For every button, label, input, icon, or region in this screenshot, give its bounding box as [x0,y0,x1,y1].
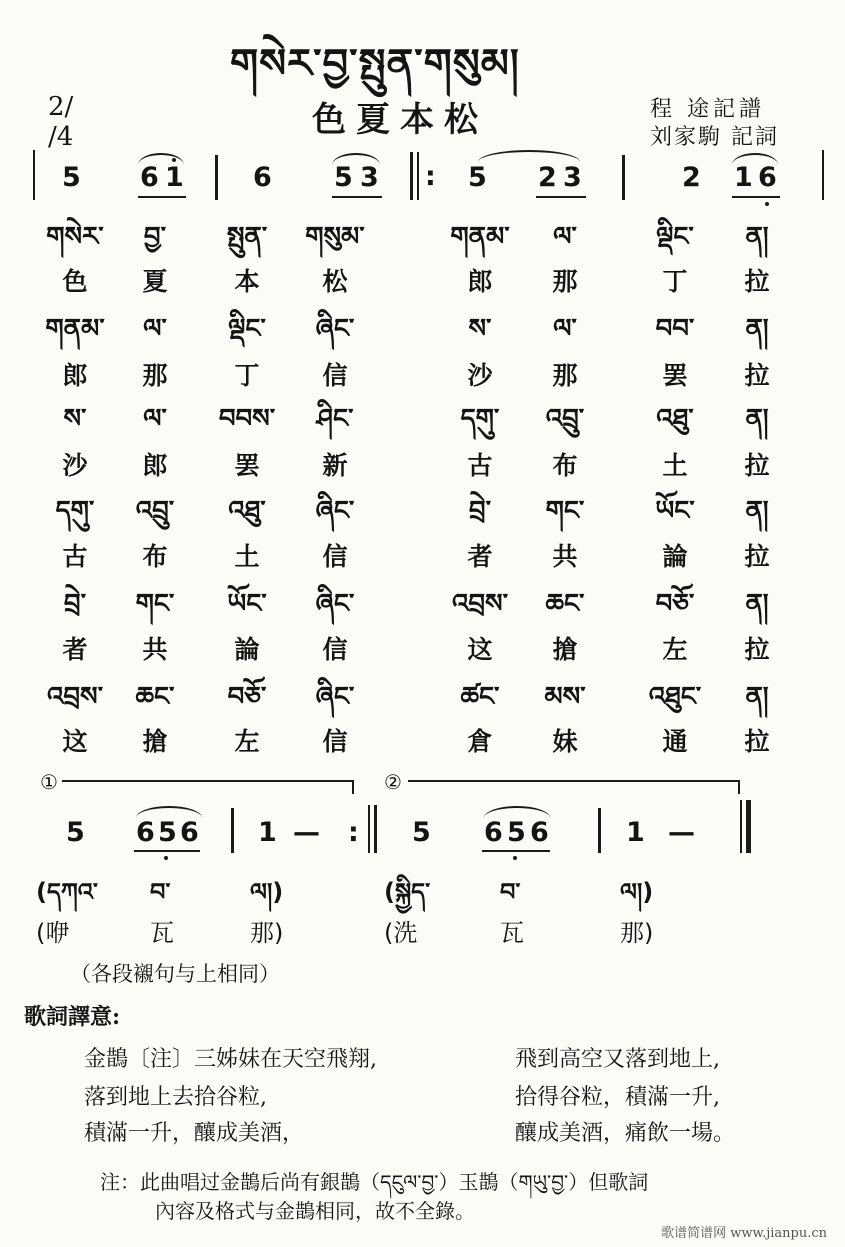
second-ending-bracket [408,780,740,794]
final-bar-line [740,800,742,853]
tibetan-syllable: འཐུ་ [656,404,694,434]
chinese-syllable: 拉 [744,727,770,756]
chinese-syllable: 布 [142,542,168,571]
chinese-syllable: 古 [467,451,493,480]
tibetan-syllable: འབྲས་ [451,589,509,619]
bar-line [622,155,625,200]
tibetan-syllable: བཅོ་ [655,589,695,619]
chinese-syllable: 那 [142,361,168,390]
chinese-syllable: 土 [234,542,260,571]
tibetan-syllable: ཡོང་ [227,589,267,619]
note: 1 [626,817,645,848]
tibetan-syllable: ཞིང་ [315,314,355,344]
tibetan-syllable: མས་ [544,682,586,712]
ending-tibetan-word: ལ།) [250,878,284,906]
footnote-line: 內容及格式与金鵲相同，故不全錄。 [155,1199,475,1223]
song-title: 色夏本松 [312,100,488,140]
note: 6 [136,817,155,848]
ending-chinese-word: (洗 [384,919,418,947]
ending-chinese-word: 那) [250,919,284,947]
note: — [293,817,320,848]
tibetan-syllable: དགུ་ [55,496,95,526]
tibetan-syllable: བྱ་ [143,222,167,252]
bar-line [822,150,824,200]
tibetan-syllable: ཚང་ [460,682,500,712]
chinese-syllable: 布 [552,451,578,480]
tibetan-syllable: ལ་ [553,222,577,252]
chinese-syllable: 那 [552,267,578,296]
chinese-syllable: 妹 [552,727,578,756]
note: 3 [360,162,379,193]
beam [138,196,186,198]
ending-tibetan-word: བ་ [500,878,521,906]
tibetan-syllable: ལྡིང་ [228,314,266,344]
ending-tibetan-word: (དཀའ་ [36,878,98,906]
tibetan-syllable: བཅོ་ [227,682,267,712]
tibetan-syllable: ན། [745,496,769,526]
ending-tibetan-word: (སྐྱིད་ [384,878,431,906]
tibetan-syllable: ལ་ [553,314,577,344]
beam [134,850,200,852]
beam [332,196,382,198]
tibetan-syllable: ས་ [63,404,87,434]
chinese-syllable: 郎 [467,267,493,296]
chinese-syllable: 倉 [467,727,493,756]
tibetan-syllable: འཐུ་ [228,496,266,526]
tibetan-syllable: བབས་ [218,404,276,434]
lyric-line: 落到地上去拾谷粒, [84,1085,267,1110]
first-ending-bracket [62,780,354,794]
note: 1 [734,162,753,193]
note: 6 [253,162,272,193]
time-signature-top: 2/ [48,92,74,122]
chinese-syllable: 通 [662,727,688,756]
tibetan-syllable: དགུ་ [460,404,500,434]
ending-chinese-word: (咿 [36,919,70,947]
first-ending-label: ① [40,770,58,794]
tibetan-syllable: ཆང་ [545,589,585,619]
repeat-sign: : [348,817,359,848]
chinese-syllable: 拉 [744,635,770,664]
chinese-syllable: 古 [62,542,88,571]
chinese-syllable: 夏 [142,267,168,296]
tibetan-syllable: འཐུང་ [648,682,702,712]
repeat-sign: : [425,161,436,192]
lyric-line: 金鵲〔注〕三姊妹在天空飛翔, [84,1047,377,1072]
chinese-syllable: 左 [662,635,688,664]
chinese-syllable: 郎 [142,451,168,480]
tibetan-syllable: གསེར་ [46,222,104,252]
chinese-syllable: 信 [322,542,348,571]
tibetan-syllable: ལ་ [143,314,167,344]
chinese-syllable: 这 [62,727,88,756]
tibetan-syllable: ན། [745,404,769,434]
final-bar-line [746,800,751,853]
chinese-syllable: 共 [552,542,578,571]
credit-lyrics: 刘家駒 記詞 [650,125,779,150]
beam [482,850,550,852]
tibetan-syllable: ན། [745,589,769,619]
tibetan-title: གསེར་བྱ་སྤུན་གསུམ། [230,40,520,87]
chinese-syllable: 色 [62,267,88,296]
note: 5 [62,162,81,193]
tibetan-syllable: གནམ་ [45,314,105,344]
note: 1 [258,817,277,848]
ending-tibetan-word: བ་ [150,878,171,906]
note: 2 [682,162,701,193]
tibetan-syllable: བྲེ་ [468,496,492,526]
chinese-syllable: 丁 [234,361,260,390]
octave-dot-low [513,856,517,860]
lyric-line: 拾得谷粒，積滿一升, [515,1085,720,1110]
chinese-syllable: 共 [142,635,168,664]
note: 3 [563,162,582,193]
tibetan-syllable: བབ་ [655,314,695,344]
note: 5 [334,162,353,193]
tie [478,150,580,162]
lyric-line: 積滿一升，釀成美酒， [84,1121,305,1146]
tibetan-syllable: སྤུན་ [226,222,268,252]
chinese-syllable: 土 [662,451,688,480]
note: 6 [140,162,159,193]
tibetan-syllable: འབྲུ་ [135,496,175,526]
bar-line [231,808,234,853]
chinese-syllable: 这 [467,635,493,664]
second-ending-label: ② [384,770,402,794]
chinese-syllable: 那 [552,361,578,390]
credit-notation: 程 途記譜 [650,97,765,122]
time-signature-bottom: /4 [48,122,74,152]
ending-tibetan-word: ལ།) [620,878,654,906]
tibetan-syllable: ཡོང་ [655,496,695,526]
chinese-syllable: 本 [234,267,260,296]
chinese-syllable: 郎 [62,361,88,390]
tibetan-syllable: གནམ་ [450,222,510,252]
note: 1 [165,162,184,193]
chinese-syllable: 信 [322,635,348,664]
refrain-note: （各段襯句与上相同） [70,962,280,986]
note: 5 [507,817,526,848]
tibetan-syllable: གང་ [545,496,585,526]
chinese-syllable: 信 [322,727,348,756]
chinese-syllable: 左 [234,727,260,756]
ending-chinese-word: 瓦 [150,919,174,947]
note: 5 [468,162,487,193]
note: 5 [412,817,431,848]
tibetan-syllable: བྲེ་ [63,589,87,619]
chinese-syllable: 信 [322,361,348,390]
chinese-syllable: 者 [62,635,88,664]
octave-dot-high [172,158,176,162]
bar-line [33,150,35,200]
repeat-bar-line [374,805,377,853]
tibetan-syllable: ས་ [468,314,492,344]
chinese-syllable: 沙 [467,361,493,390]
note: 6 [180,817,199,848]
note: 6 [530,817,549,848]
tibetan-syllable: ཞིང་ [315,589,355,619]
octave-dot-low [164,856,168,860]
octave-dot-low [765,202,769,206]
footnote-line: 注：此曲唱过金鵲后尚有銀鵲（དངུལ་བྱ་）玉鵲（གཡུ་བྱ་）但歌詞 [100,1170,649,1194]
chinese-syllable: 拉 [744,267,770,296]
note: 6 [758,162,777,193]
tibetan-syllable: ན། [745,314,769,344]
beam [536,196,586,198]
chinese-syllable: 丁 [662,267,688,296]
lyrics-heading: 歌詞譯意: [24,1004,121,1030]
repeat-bar-line [368,805,370,853]
chinese-syllable: 新 [322,451,348,480]
tibetan-syllable: འབྲས་ [46,682,104,712]
repeat-bar-line [417,152,419,200]
repeat-bar-line [410,152,413,200]
bar-line [598,808,601,853]
tibetan-syllable: ལ་ [143,404,167,434]
note: 2 [538,162,557,193]
lyric-line: 釀成美酒，痛飲一場。 [515,1121,736,1146]
chinese-syllable: 罢 [234,451,260,480]
chinese-syllable: 拉 [744,542,770,571]
chinese-syllable: 論 [234,635,260,664]
note: 5 [66,817,85,848]
tibetan-syllable: ཤིང་ [316,404,354,434]
note: 5 [158,817,177,848]
tibetan-syllable: འབྲུ་ [545,404,585,434]
chinese-syllable: 搶 [142,727,168,756]
ending-chinese-word: 那) [620,919,654,947]
tibetan-syllable: ཞིང་ [315,496,355,526]
chinese-syllable: 拉 [744,451,770,480]
tibetan-syllable: གང་ [135,589,175,619]
tibetan-syllable: ན། [745,222,769,252]
chinese-syllable: 沙 [62,451,88,480]
watermark: 歌谱简谱网 www.jianpu.cn [661,1226,827,1241]
note: — [668,817,695,848]
chinese-syllable: 松 [322,267,348,296]
bar-line [215,155,218,200]
chinese-syllable: 罢 [662,361,688,390]
tibetan-syllable: ལྡིང་ [656,222,694,252]
tibetan-syllable: ཆང་ [135,682,175,712]
ending-chinese-word: 瓦 [500,919,524,947]
tibetan-syllable: གསུམ་ [305,222,365,252]
chinese-syllable: 搶 [552,635,578,664]
chinese-syllable: 拉 [744,361,770,390]
chinese-syllable: 者 [467,542,493,571]
lyric-line: 飛到高空又落到地上, [515,1047,720,1072]
chinese-syllable: 論 [662,542,688,571]
note: 6 [484,817,503,848]
tibetan-syllable: ཞིང་ [315,682,355,712]
beam [732,196,780,198]
tibetan-syllable: ན། [745,682,769,712]
